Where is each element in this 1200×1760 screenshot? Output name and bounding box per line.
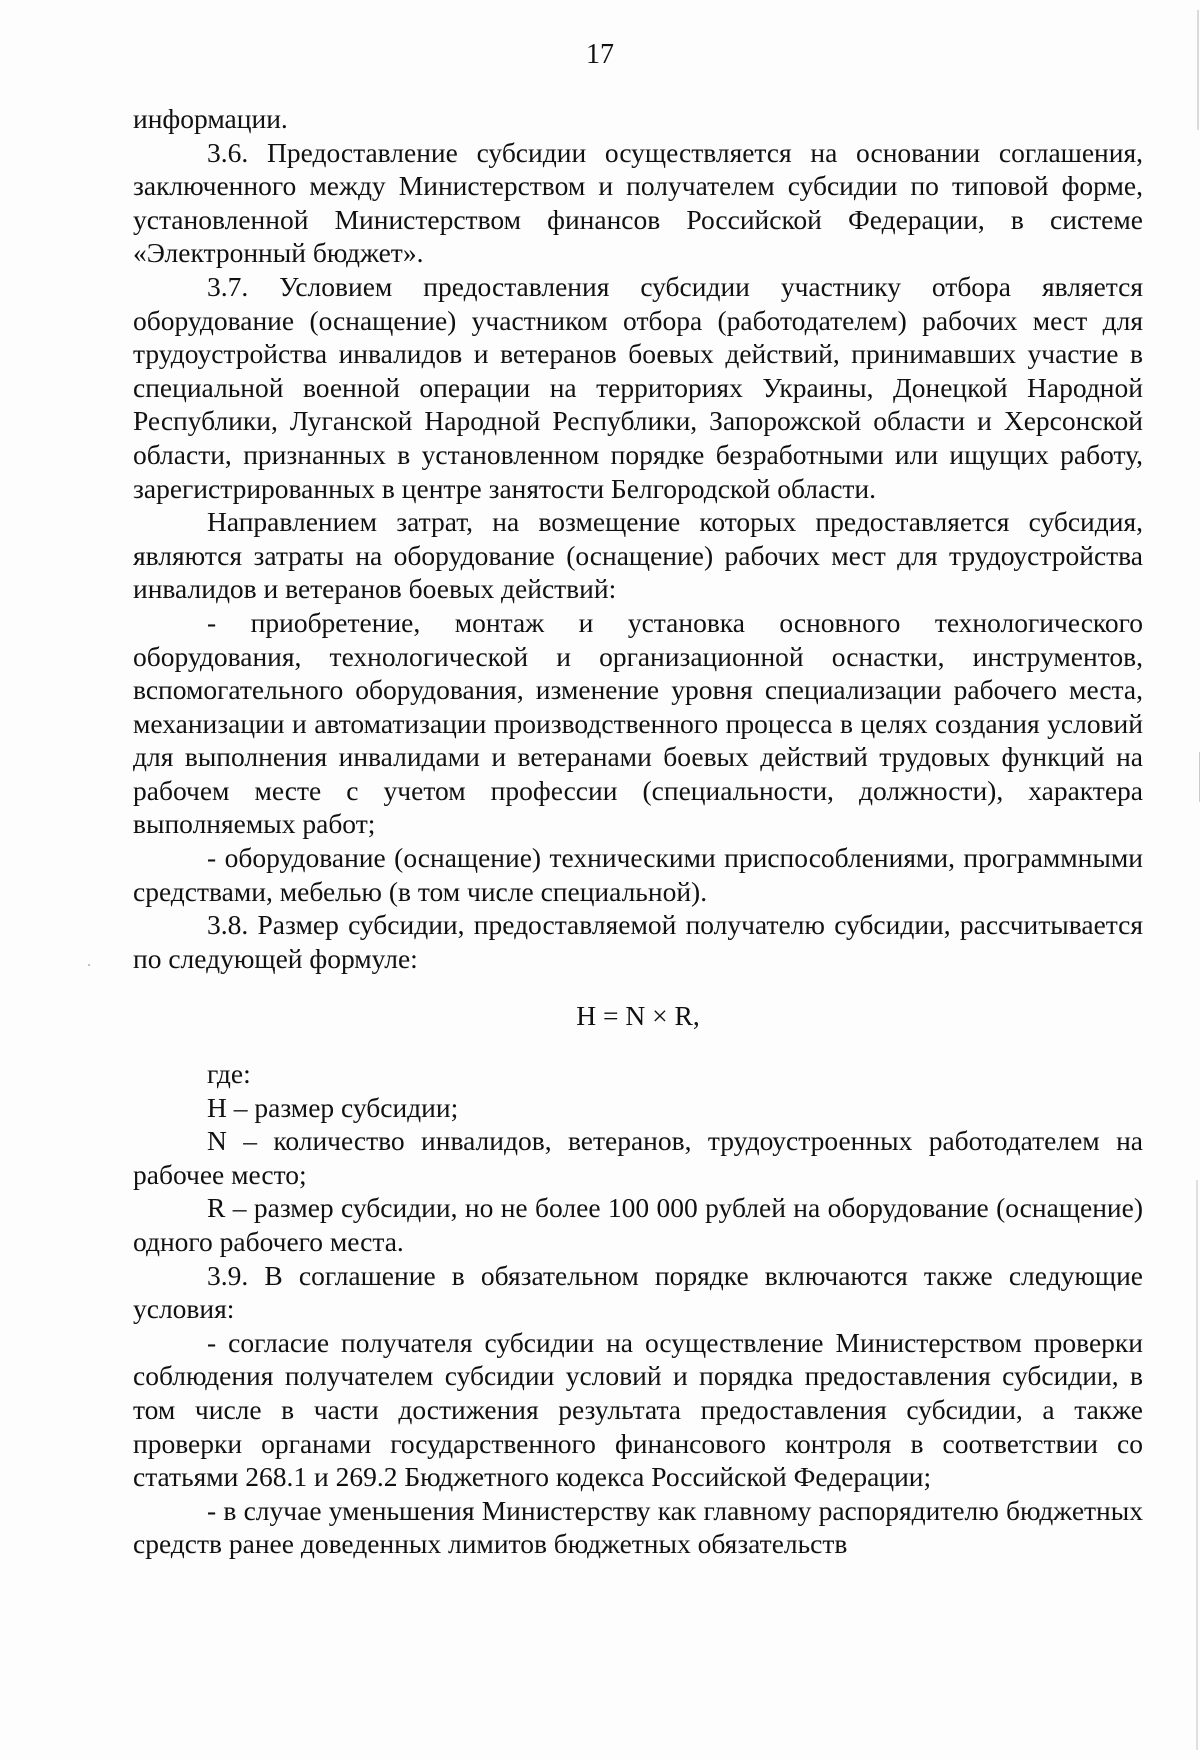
paragraph-3-8: 3.8. Размер субсидии, предоставляемой получателю субсидии, рассчитывается по следующей формуле: — [133, 909, 1143, 974]
scan-edge-mark-top — [1197, 10, 1199, 130]
paragraph-3-6: 3.6. Предоставление субсидии осуществляется на основании соглашения, заключенного между Министерством и получателем субсидии по типовой форме, установленной Министерством финансов Российской Федерации, в системе «Электронный бюджет». — [133, 136, 1143, 269]
paragraph-continuation: информации. — [133, 103, 288, 134]
document-body — [133, 102, 1143, 1561]
list-item-acquisition: - приобретение, монтаж и установка основного технологического оборудования, технологической и организационной оснастки, инструментов, вспомогательного оборудования, изменение уровня специализации рабочего места, механизации и автоматизации производственного процесса в целях создания условий для выполнения инвалидами и ветеранами боевых действий трудовых функций на рабочем месте с учетом профессии (специальности, должности), характера выполняемых работ; — [133, 606, 1143, 840]
paragraph-3-7: 3.7. Условием предоставления субсидии участнику отбора является оборудование (оснащение) участником отбора (работодателем) рабочих мест для трудоустройства инвалидов и ветеранов боевых действий, принимавших участие в специальной военной операции на территориях Украины, Донецкой Народной Республики, Луганской Народной Республики, Запорожской области и Херсонской области, признанных в установленном порядке безработными или ищущих работу, зарегистрированных в центре занятости Белгородской области. — [133, 270, 1143, 504]
scan-dot-left — [88, 964, 90, 966]
formula-where-label: где: — [207, 1058, 251, 1090]
formula-definition-n: N – количество инвалидов, ветеранов, трудоустроенных работодателем на рабочее место; — [133, 1125, 1143, 1190]
formula: H = N × R, — [576, 1000, 700, 1032]
formula-definition-h: H – размер субсидии; — [207, 1091, 459, 1123]
paragraph-3-9: 3.9. В соглашение в обязательном порядке включаются также следующие условия: — [133, 1259, 1143, 1325]
scan-edge-mark-bottom — [1196, 1180, 1198, 1750]
formula-definition-r: R – размер субсидии, но не более 100 000 рублей на оборудование (оснащение) одного рабочего места. — [133, 1192, 1143, 1257]
page-number: 17 — [586, 39, 614, 70]
list-item-equipment: - оборудование (оснащение) техническими приспособлениями, программными средствами, мебелью (в том числе специальной). — [133, 842, 1143, 907]
paragraph-cost-direction: Направлением затрат, на возмещение которых предоставляется субсидия, являются затраты на оборудование (оснащение) рабочих мест для трудоустройства инвалидов и ветеранов боевых действий: — [133, 506, 1143, 605]
list-item-consent: - согласие получателя субсидии на осуществление Министерством проверки соблюдения получателем субсидии условий и порядка предоставления субсидии, в том числе в части достижения результата предоставления субсидии, а также проверки органами государственного финансового контроля в соответствии со статьями 268.1 и 269.2 Бюджетного кодекса Российской Федерации; — [133, 1326, 1143, 1493]
list-item-limits-reduction: - в случае уменьшения Министерству как главному распорядителю бюджетных средств ранее доведенных лимитов бюджетных обязательств — [133, 1494, 1143, 1560]
